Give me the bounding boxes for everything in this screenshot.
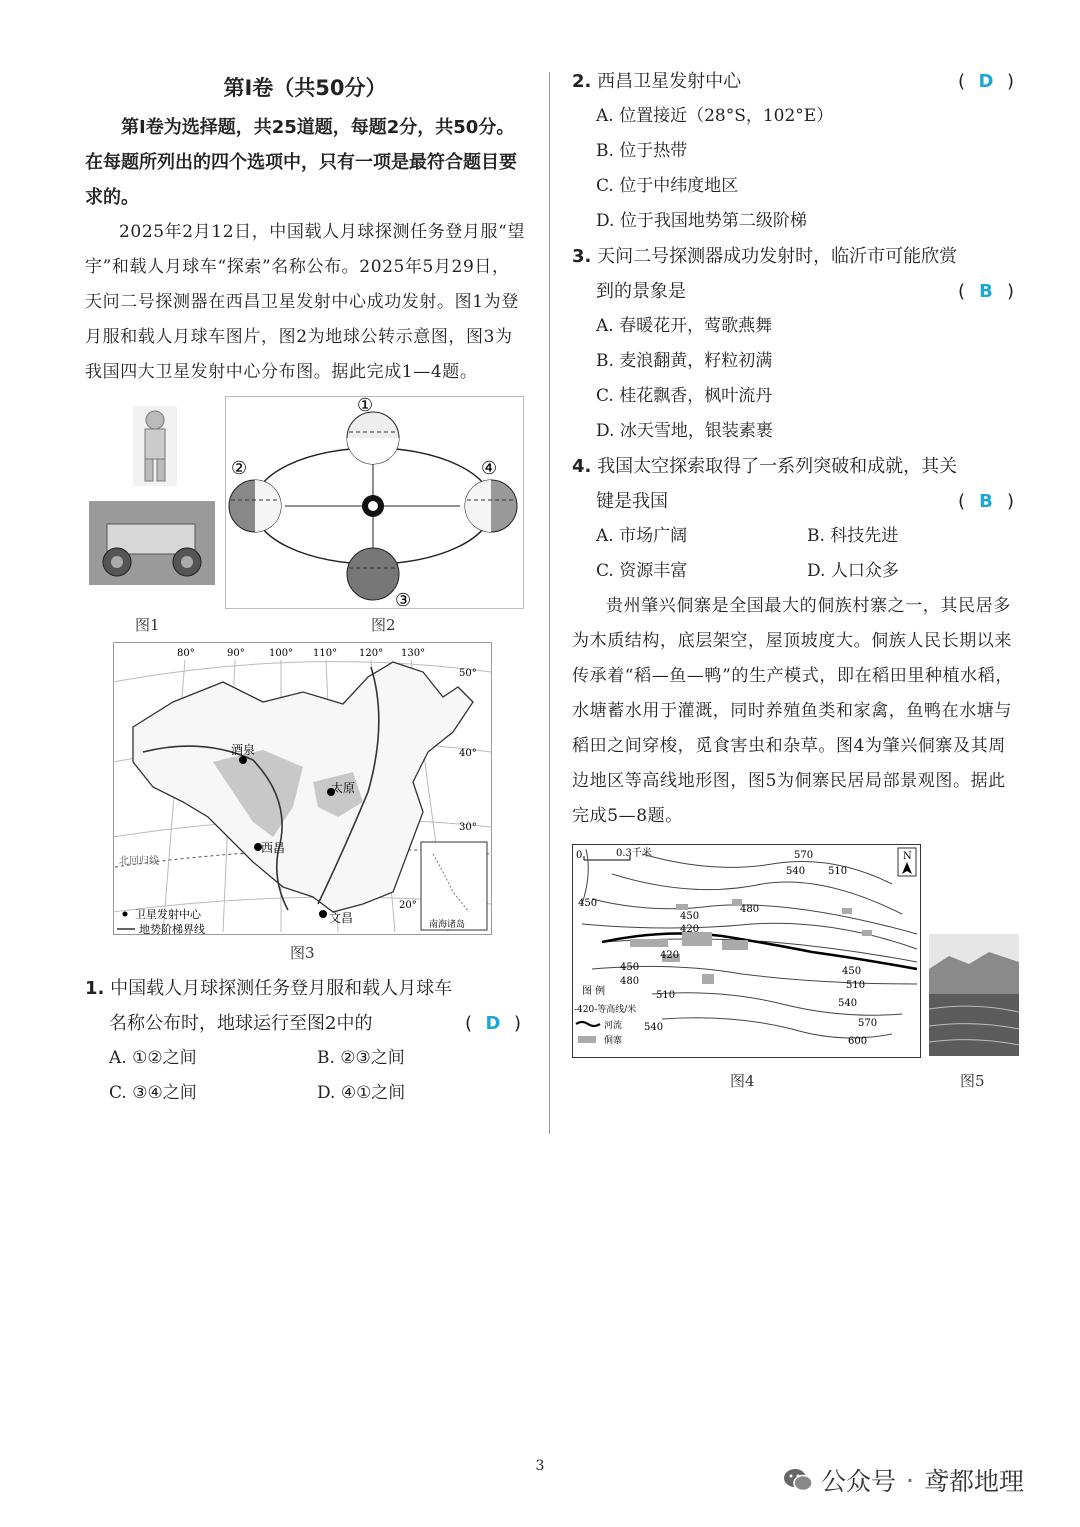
svg-text:0: 0 [576,850,583,861]
question-4-line2 [572,484,1018,519]
figure-row-1-2 [85,396,525,636]
answer-3-letter: B [979,281,993,302]
column-divider [549,72,550,1134]
question-1 [85,971,525,1006]
site-wenchang [319,910,327,918]
q1-option-d: D. ④①之间 [317,1083,406,1103]
question-2 [572,64,1018,99]
fig4-caption: 图4 [730,1072,755,1090]
left-column [85,60,525,1111]
question-3 [572,239,1018,274]
site-jiuquan [239,756,247,764]
contour-570-c: 570 [858,1018,878,1029]
lon-80: 80° [177,648,195,659]
q2-option-c: C. 位于中纬度地区 [596,176,739,196]
question-4-number: 4. [572,456,592,477]
q1-option-c: C. ③④之间 [109,1083,197,1103]
inset-label: 南海诸岛 [429,920,466,930]
q1-option-a: A. ①②之间 [109,1048,197,1068]
city-label-wenchang: 文昌 [329,911,354,925]
figure-row-4-5 [572,844,1018,1094]
passage-2: 贵州肇兴侗寨是全国最大的侗族村寨之一，其民居多为木质结构，底层架空，屋顶坡度大。侗族人民长期以来传承着“稻—鱼—鸭”的生产模式，即在稻田里种植水稻，水塘蓄水用于灌溉，同时养殖鱼类和家禽，鱼鸭在水塘与稻田之间穿梭，觅食害虫和杂草。图4为肇兴侗寨及其周边地区等高线地形图，图5为侗寨民居局部景观图。据此完成5—8题。 [572,596,1013,826]
section-title: 第Ⅰ卷（共50分） [223,76,387,100]
q4-option-b: B. 科技先进 [807,526,899,546]
question-4-options-row-1 [572,519,1018,554]
contour-450-b: 450 [620,962,640,973]
legend-contour: -420-等高线/米 [574,1005,637,1015]
legend-title: 图 例 [582,986,606,997]
lat-20: 20° [399,900,417,911]
question-4-stem-2: 键是我国 [596,491,668,512]
fig5-caption: 图5 [960,1072,985,1090]
question-1-answer: ( D ) [465,1006,521,1041]
city-label-taiyuan: 太原 [331,781,356,795]
q3-option-d: D. 冰天雪地，银装素裹 [596,421,773,441]
lat-50: 50° [459,668,477,679]
tropic-label: 北回归线 [119,856,159,867]
question-1-number: 1. [85,978,105,999]
watermark-label: 公众号 [821,1467,897,1496]
q3-option-c: C. 桂花飘香，枫叶流丹 [596,386,773,406]
contour-540-c: 540 [838,998,858,1009]
lon-100: 100° [269,648,294,659]
lon-90: 90° [227,648,245,659]
watermark [783,1462,1024,1498]
watermark-dot: · [906,1465,914,1495]
question-1-options-row-2 [85,1076,525,1111]
fig1-caption-label: 图1 [135,616,160,634]
figure-3 [85,642,525,967]
lon-110: 110° [313,648,338,659]
contour-540-b: 540 [644,1022,664,1033]
contour-510-b: 510 [656,990,676,1001]
question-3-line2 [572,274,1018,309]
answer-2-letter: D [978,71,994,92]
legend-river: 河流 [604,1021,623,1031]
answer-1-letter: D [485,1013,501,1034]
q2-option-b: B. 位于热带 [596,141,688,161]
contour-420-a: 420 [680,924,700,935]
question-4 [572,449,1018,484]
q2-option-a: A. 位置接近（28°S，102°E） [596,106,834,126]
fig1-images [87,406,217,586]
fig2-orbit-diagram [225,396,525,611]
lon-130: 130° [401,648,426,659]
earth-position-2 [229,480,281,532]
q4-option-c: C. 资源丰富 [596,561,688,581]
fig3-caption: 图3 [290,944,315,962]
question-1-stem-2: 名称公布时，地球运行至图2中的 [109,1013,373,1034]
city-label-xichang: 西昌 [261,841,286,855]
contour-420-b: 420 [660,950,680,961]
watermark-name: 鸢都地理 [923,1467,1024,1496]
q3-option-b: B. 麦浪翻黄，籽粒初满 [596,351,773,371]
question-4-stem: 我国太空探索取得了一系列突破和成就，其关 [597,456,958,477]
answer-4-letter: B [979,491,993,512]
position-label-3: ③ [395,590,412,611]
spacesuit-image [133,406,177,486]
contour-450-d: 450 [578,898,598,909]
city-label-jiuquan: 酒泉 [231,743,256,757]
q3-option-a: A. 春暖花开，莺歌燕舞 [596,316,773,336]
earth-position-3 [347,548,399,600]
position-label-1: ① [357,396,374,416]
contour-480-b: 480 [620,976,640,987]
question-2-number: 2. [572,71,592,92]
question-3-number: 3. [572,246,592,267]
contour-480: 480 [740,904,760,915]
scale-label: 0.3千米 [616,848,652,859]
right-column [572,64,1018,1094]
contour-570: 570 [794,850,814,861]
question-4-answer: ( B ) [958,484,1014,519]
q4-option-d: D. 人口众多 [807,561,899,581]
contour-450-a: 450 [680,911,700,922]
contour-510: 510 [828,866,848,877]
fig4-contour-map [572,844,922,1059]
question-3-stem: 天问二号探测器成功发射时，临沂市可能欣赏 [597,246,958,267]
lat-30: 30° [459,822,477,833]
question-4-options-row-2 [572,554,1018,589]
contour-450-c: 450 [842,966,862,977]
question-1-line2 [85,1006,525,1041]
page-number: 3 [535,1458,545,1474]
earth-position-1 [347,412,399,464]
wechat-icon [783,1467,813,1493]
position-label-2: ② [231,458,248,479]
section-intro: 第Ⅰ卷为选择题，共25道题，每题2分，共50分。在每题所列出的四个选项中，只有一项是最符合题目要求的。 [85,117,517,208]
lon-120: 120° [359,648,384,659]
contour-540: 540 [786,866,806,877]
question-1-stem: 中国载人月球探测任务登月服和载人月球车 [110,978,453,999]
fig2-caption: 图2 [371,616,396,634]
fig3-china-map [113,642,493,937]
fig5-village-photo [929,934,1019,1056]
question-3-stem-2: 到的景象是 [596,281,686,302]
south-sea-inset [421,842,487,930]
q1-option-b: B. ②③之间 [317,1048,405,1068]
contour-510-c: 510 [846,980,866,991]
position-label-4: ④ [481,458,498,479]
q4-option-a: A. 市场广阔 [596,526,688,546]
earth-position-4 [465,480,517,532]
question-1-options-row-1 [85,1041,525,1076]
lat-40: 40° [459,748,477,759]
contour-600: 600 [848,1036,868,1047]
lunar-rover-image [89,501,215,585]
north-label: N [903,851,912,862]
question-2-stem: 西昌卫星发射中心 [597,71,742,92]
legend-village: 侗寨 [604,1036,623,1046]
passage-1: 2025年2月12日，中国载人月球探测任务登月服“望宇”和载人月球车“探索”名称公布。2025年5月29日，天问二号探测器在西昌卫星发射中心成功发射。图1为登月服和载人月球车图片，图2为地球公转示意图，图3为我国四大卫星发射中心分布图。据此完成1—4题。 [85,222,526,382]
q2-option-d: D. 位于我国地势第二级阶梯 [596,211,807,231]
legend-line: 地势阶梯界线 [139,923,205,936]
legend-site: 卫星发射中心 [135,908,201,921]
question-2-answer: ( D ) [958,64,1014,99]
question-3-answer: ( B ) [958,274,1014,309]
